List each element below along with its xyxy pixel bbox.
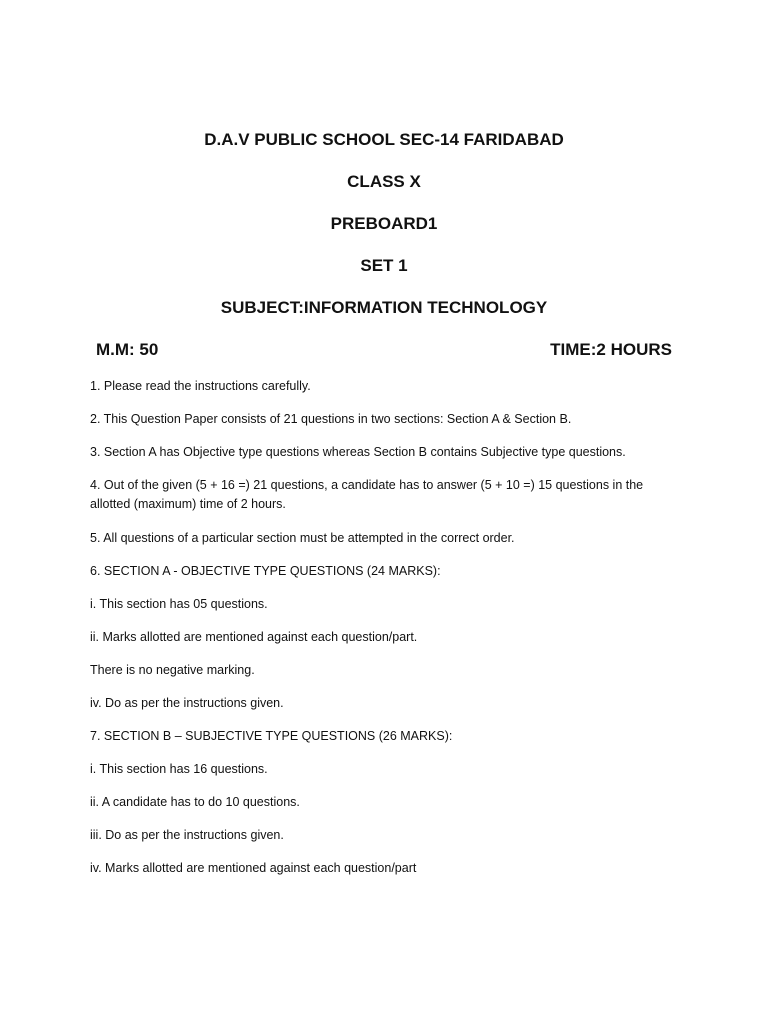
set-title: SET 1: [360, 256, 408, 275]
instruction-line: i. This section has 05 questions.: [90, 597, 268, 611]
marks-time-row: [96, 340, 672, 360]
instruction-line: iv. Marks allotted are mentioned against each question/part: [90, 861, 417, 875]
instruction-line: There is no negative marking.: [90, 663, 255, 677]
instruction-line: 1. Please read the instructions carefully.: [90, 379, 311, 393]
instruction-line: ii. Marks allotted are mentioned against each question/part.: [90, 630, 418, 644]
instruction-line: i. This section has 16 questions.: [90, 762, 268, 776]
section-a-heading: 6. SECTION A - OBJECTIVE TYPE QUESTIONS (24 MARKS):: [90, 564, 441, 578]
exam-time: TIME:2 HOURS: [550, 340, 672, 359]
instruction-line: ii. A candidate has to do 10 questions.: [90, 795, 300, 809]
subject-title: SUBJECT:INFORMATION TECHNOLOGY: [220, 298, 548, 317]
instruction-line: 2. This Question Paper consists of 21 questions in two sections: Section A & Section B.: [90, 412, 572, 426]
instruction-line: iv. Do as per the instructions given.: [90, 696, 284, 710]
section-b-heading: 7. SECTION B – SUBJECTIVE TYPE QUESTIONS (26 MARKS):: [90, 729, 453, 743]
instruction-line: iii. Do as per the instructions given.: [90, 828, 284, 842]
instruction-line: 5. All questions of a particular section must be attempted in the correct order.: [90, 531, 515, 545]
max-marks: M.M: 50: [96, 340, 159, 359]
instruction-line: 4. Out of the given (5 + 16 =) 21 questions, a candidate has to answer (5 + 10 =) 15 questions in the allotted (maximum) time of 2 hours.: [90, 478, 644, 511]
class-title: CLASS X: [347, 172, 421, 191]
school-name: D.A.V PUBLIC SCHOOL SEC-14 FARIDABAD: [204, 130, 564, 149]
exam-title: PREBOARD1: [330, 214, 438, 233]
instruction-line: 3. Section A has Objective type questions whereas Section B contains Subjective type questions.: [90, 445, 626, 459]
